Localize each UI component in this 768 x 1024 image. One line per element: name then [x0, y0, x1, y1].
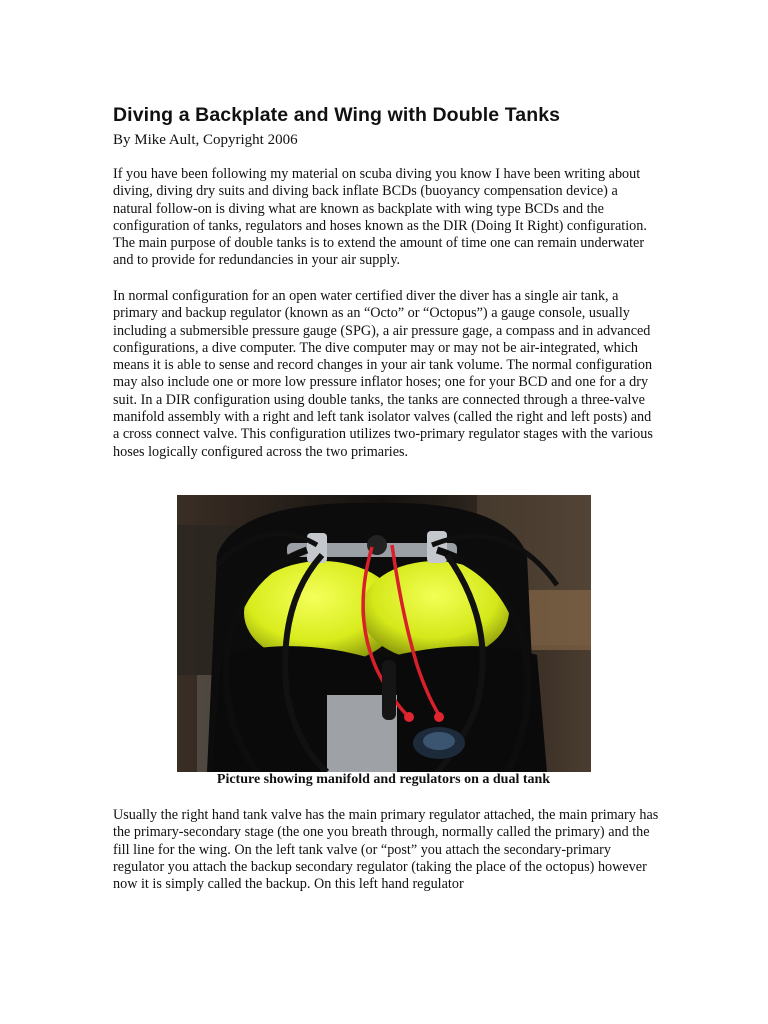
paragraph-1: If you have been following my material on scuba diving you know I have been writing about diving, diving dry suits and diving back inflate BCDs (buoyancy compensation device) a natural follow-on is diving what are known as backplate with wing type BCDs and the configuration of tanks, regulators and hoses known as the DIR (Doing It Right) configuration. The main purpose of double tanks is to extend the amount of time one can remain underwater and to provide for redundancies in your air supply. [113, 166, 647, 269]
paragraph-3: Usually the right hand tank valve has the main primary regulator attached, the main primary has the primary-secondary stage (the one you breath through, normally called the primary) and the fill line for the wing. On the left tank valve (or “post” you attach the secondary-primary regulator you attach the backup secondary regulator (taking the place of the octopus) however now it is simply called the backup. On this left hand regulator [113, 807, 659, 893]
document-title: Diving a Backplate and Wing with Double Tanks [113, 104, 561, 126]
paragraph-2: In normal configuration for an open water certified diver the diver has a single air tank, a primary and backup regulator (known as an “Octo” or “Octopus”) a gauge console, usually including a submersible pressure gauge (SPG), a air pressure gage, a compass and in advanced configurations, a dive computer. The dive computer may or may not be air-integrated, which means it is able to sense and record changes in your air tank volume. The normal configuration may also include one or more low pressure inflator hoses; one for your BCD and one for a dry suit. In a DIR configuration using double tanks, the tanks are connected through a three-valve manifold assembly with a right and left tank isolator valves (called the right and left posts) and a cross connect valve. This configuration utilizes two-primary regulator stages with the various hoses logically configured across the two primaries. [113, 288, 653, 460]
byline: By Mike Ault, Copyright 2006 [113, 132, 298, 148]
figure-caption: Picture showing manifold and regulators on a dual tank [216, 772, 551, 787]
dual-tank-photo [177, 495, 591, 772]
